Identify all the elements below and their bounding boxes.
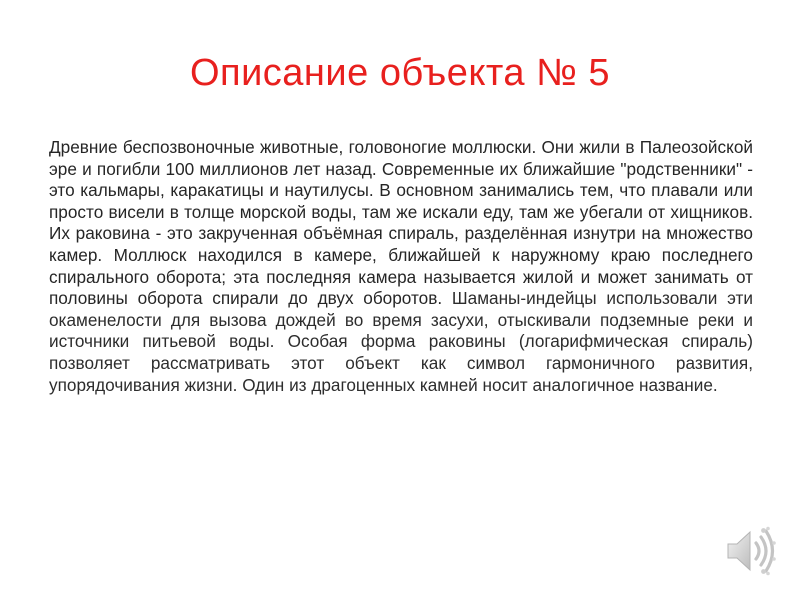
description-part-1: Древние беспозвоночные животные, головоногие моллюски. Они жили в Палеозойской эре и погибли 100 миллионов лет назад. Современные их ближайшие "родственники" - это кальмары, каракатицы и наутилусы. В основном занимались тем, что плавали или просто висели в толще морской воды, там же искали еду, там же убегали от хищников. Их раковина - это закрученная объёмная спираль, разделённая изнутри на множество камер. Моллюск находился в камере, ближайшей к наружному краю последнего спирального оборота; эта последняя камера называется жилой и может занимать от половины оборота спирали до двух оборотов. [49, 137, 753, 309]
speaker-icon[interactable] [722, 524, 780, 578]
description-text [49, 137, 753, 396]
description-part-2: Шаманы-индейцы использовали эти окаменелости для вызова дождей во время засухи, отыскивали подземные реки и источники питьевой воды. Особая форма раковины (логарифмическая спираль) позволяет рассматривать этот объект как символ гармоничного развития, упорядочивания жизни. Один из драгоценных камней носит аналогичное название. [49, 288, 753, 395]
slide-title: Описание объекта № 5 [189, 52, 611, 94]
